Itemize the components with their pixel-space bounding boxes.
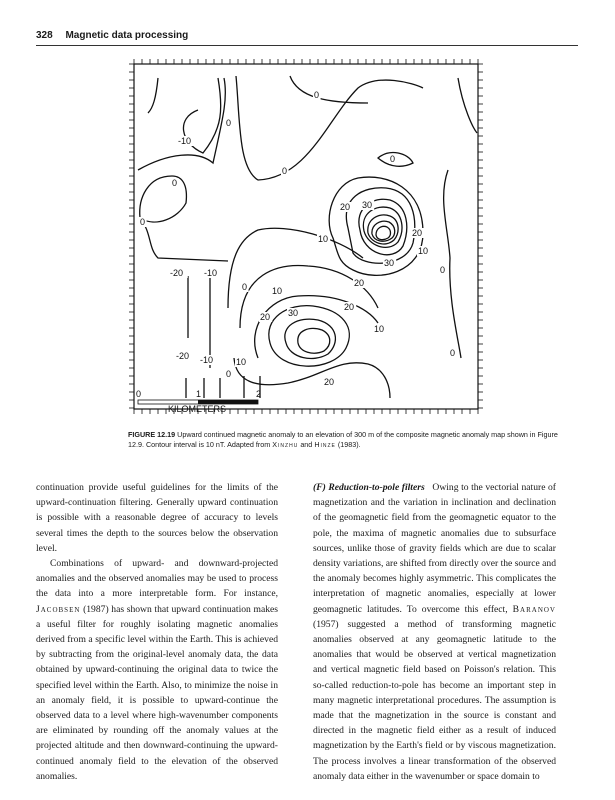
caption-year: (1983). xyxy=(337,440,361,449)
contour-label: 20 xyxy=(324,377,335,387)
caption-and: and xyxy=(300,440,313,449)
contour-label: -20 xyxy=(176,351,190,361)
figure-caption xyxy=(128,430,568,450)
contour-label: 30 xyxy=(362,200,373,210)
contour-label: 0 xyxy=(390,154,396,164)
contour-label: 20 xyxy=(354,278,365,288)
contour-label: -10 xyxy=(204,268,218,278)
contour-label: 20 xyxy=(340,202,351,212)
contour-label: -10 xyxy=(178,136,192,146)
header-rule xyxy=(36,45,578,46)
contour-label: 20 xyxy=(412,228,423,238)
contour-label: -10 xyxy=(200,355,214,365)
running-title: Magnetic data processing xyxy=(65,30,189,41)
caption-author-1: Xinzhu xyxy=(272,440,299,449)
section-heading: (F) Reduction-to-pole filters xyxy=(313,482,425,493)
contour-label: 30 xyxy=(288,308,299,318)
contour-label: 10 xyxy=(418,246,429,256)
contour-label: 10 xyxy=(236,357,247,367)
scale-mid: 1 xyxy=(196,389,202,399)
contour-label: 0 xyxy=(226,369,232,379)
contour-label: 0 xyxy=(242,282,248,292)
contour-label: 20 xyxy=(260,312,271,322)
left-paragraph-1: continuation provide useful guidelines for the limits of the upward-continuation filtering. Generally upward continuation is possible with a reasonable degree of accuracy to levels several times the depth to the sources below the observation level. xyxy=(36,482,278,554)
scale-bar xyxy=(136,389,261,414)
contour-lines xyxy=(138,76,477,398)
caption-label: FIGURE 12.19 xyxy=(128,430,176,439)
contour-label: 30 xyxy=(384,258,395,268)
scale-unit: KILOMETERS xyxy=(168,404,227,414)
contour-label: 0 xyxy=(450,348,456,358)
page-number: 328 xyxy=(36,30,53,41)
contour-label: 0 xyxy=(314,90,320,100)
page-header xyxy=(36,30,576,41)
caption-text: Upward continued magnetic anomaly to an elevation of 300 m of the composite magnetic anomaly map shown in Figure 12.9. Contour interval is 10 nT. Adapted from xyxy=(128,430,558,449)
contour-label: 0 xyxy=(226,118,232,128)
contour-label: -20 xyxy=(170,268,184,278)
scale-end: 2 xyxy=(256,389,262,399)
contour-label: 0 xyxy=(440,265,446,275)
contour-label: 10 xyxy=(272,286,283,296)
scale-start: 0 xyxy=(136,389,142,399)
caption-author-2: Hinze xyxy=(314,440,336,449)
contour-map-figure xyxy=(128,58,484,415)
contour-label: 0 xyxy=(140,217,146,227)
contour-label: 0 xyxy=(282,166,288,176)
citation-jacobsen: Jacobsen xyxy=(36,603,81,615)
contour-label: 10 xyxy=(318,234,329,244)
left-paragraph-2: Combinations of upward- and downward-projected anomalies and the observed anomalies may be used to process the data into a more interpretable form. For instance, Jacobsen (1987) has shown that upward continuation makes a useful filter for roughly isolating magnetic anomalies derived from a specific level within the Earth. This is achieved by subtracting from the original-level anomaly data, the data obtained by upward-continuing the original data to twice the specified level within the Earth. Also, to minimize the noise in an anomaly field, it is possible to upward-continue the observed data to a level where high-wavenumber components are eliminated by rounding off the anomaly values at the projected altitude and then downward-continuing the upward-continued anomaly field to the elevation of the observed anomalies. xyxy=(36,558,278,782)
contour-label: 10 xyxy=(374,324,385,334)
right-column xyxy=(313,480,556,784)
left-column xyxy=(36,480,278,784)
right-paragraph-1: (F) Reduction-to-pole filters Owing to the vectorial nature of magnetization and the variation in inclination and declination of the geomagnetic field from the geomagnetic equator to the pole, the maxima of magnetic anomalies due to subsurface sources, unlike those of gravity fields which are due to scalar density variations, are shifted from directly over the source and the anomaly becomes highly asymmetric. This complicates the interpretation of magnetic anomalies, especially at lower geomagnetic latitudes. To overcome this effect, Baranov (1957) suggested a method of transforming magnetic anomalies observed at any geomagnetic latitude to the anomalies that would be observed at vertical magnetization and vertical magnetic field based on Poisson's relation. This so-called reduction-to-pole has become an important step in many magnetic interpretational procedures. The assumption is made that the magnetization in the source is constant and directed in the magnetic field either as a result of induced magnetization by the Earth's field or by viscous magnetization. The process involves a linear transformation of the observed anomaly data either in the wavenumber or space domain to xyxy=(313,482,556,782)
contour-label: 20 xyxy=(344,302,355,312)
citation-baranov: Baranov xyxy=(512,603,556,615)
contour-label: 0 xyxy=(172,178,178,188)
